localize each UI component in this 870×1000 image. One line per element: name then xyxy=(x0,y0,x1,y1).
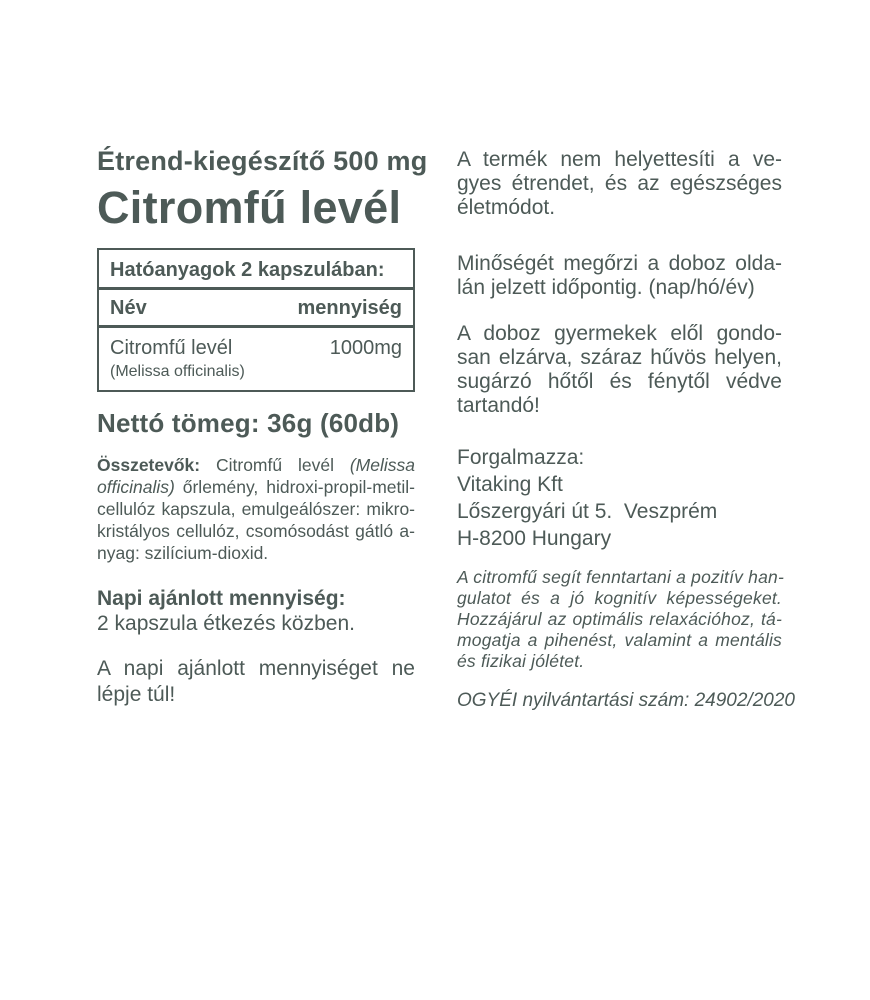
left-column xyxy=(97,146,428,708)
storage-note-paragraph: A doboz gyermekek elől gondo- san elzárva, száraz hűvös helyen, sugárzó hőtől és fénytől védve tartandó! xyxy=(457,322,782,417)
claim-paragraph: A citromfű segít fenntartani a pozitív han- gulatot és a jó kognitív képességeket. Hozzájárul az optimális relaxációhoz, tá- mogatja a pihenést, valamint a mentális és fizikai jólétet. xyxy=(457,567,785,671)
table-header: Hatóanyagok 2 kapszulában: xyxy=(99,250,413,290)
table-column-row xyxy=(99,290,413,328)
daily-dose-text: 2 kapszula étkezés közben. xyxy=(97,612,355,635)
right-column xyxy=(457,148,795,712)
ingredients-table xyxy=(97,248,415,392)
ingredient-qty: 1000mg xyxy=(329,337,402,359)
table-row xyxy=(99,328,413,390)
table-col-name: Név xyxy=(110,297,147,319)
expiry-note-paragraph: Minőségét megőrzi a doboz olda- lán jelzett időpontig. (nap/hó/év) xyxy=(457,252,782,299)
diet-note-paragraph: A termék nem helyettesíti a ve- gyes étrendet, és az egészséges életmódot. xyxy=(457,148,782,219)
ingredient-name-cell xyxy=(110,336,245,381)
net-weight-heading: Nettó tömeg: 36g (60db) xyxy=(97,408,400,438)
distributor-block: Forgalmazza: Vitaking Kft Lőszergyári út 5. Veszprém H-8200 Hungary xyxy=(457,446,718,550)
product-subtitle: Étrend-kiegészítő 500 mg xyxy=(97,146,428,176)
ingredient-name: Citromfű levél xyxy=(110,337,233,359)
daily-dose-heading: Napi ajánlott mennyiség: xyxy=(97,587,346,610)
product-title: Citromfű levél xyxy=(97,182,402,233)
table-col-qty: mennyiség xyxy=(297,297,402,319)
ingredient-latin: (Melissa officinalis) xyxy=(110,363,245,380)
registration-number: OGYÉI nyilvántartási szám: 24902/2020 xyxy=(457,690,795,711)
warning-paragraph: A napi ajánlott mennyiséget ne lépje túl! xyxy=(97,657,415,706)
ingredients-paragraph: Összetevők: Citromfű levél (Melissa officinalis) őrlemény, hidroxi-propil-metil- cellulóz kapszula, emulgeálószer: mikro- kristályos cellulóz, csomósodást gátló a- nyag: szilícium-dioxid. xyxy=(97,455,415,563)
